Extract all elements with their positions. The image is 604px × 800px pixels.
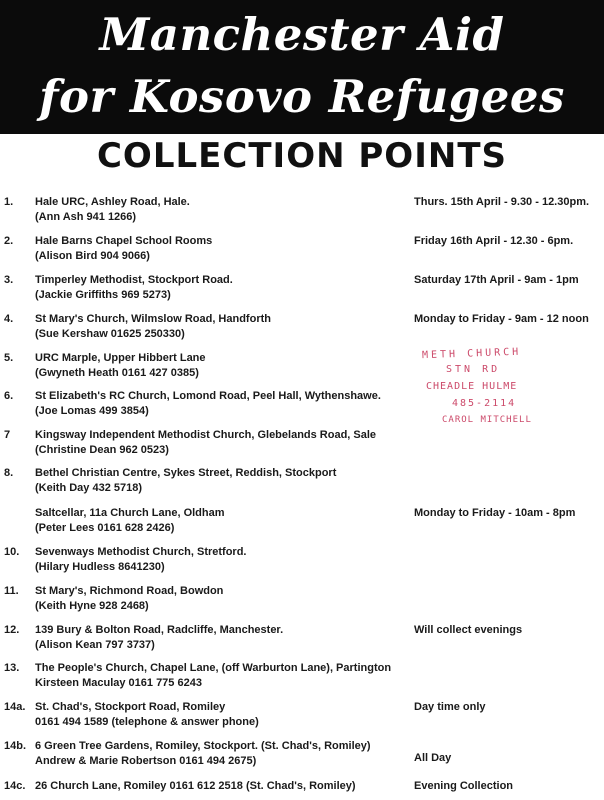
entry-number: 14a. <box>4 701 26 713</box>
collection-point-entry <box>0 624 604 660</box>
entry-hours: Thurs. 15th April - 9.30 - 12.30pm. <box>414 196 590 208</box>
entry-contact: (Peter Lees 0161 628 2426) <box>35 522 175 534</box>
collection-point-entry <box>0 780 604 798</box>
entry-contact: (Keith Day 432 5718) <box>35 482 142 494</box>
entry-location: St Mary's Church, Wilmslow Road, Handforth <box>35 313 271 325</box>
entry-contact: (Sue Kershaw 01625 250330) <box>35 328 185 340</box>
handwritten-line: STN RD <box>446 364 501 375</box>
entry-location: Sevenways Methodist Church, Stretford. <box>35 546 247 558</box>
collection-point-entry <box>0 740 604 776</box>
entry-hours: Evening Collection <box>414 780 514 792</box>
entry-number: 8. <box>4 467 14 479</box>
entry-contact: Andrew & Marie Robertson 0161 494 2675) <box>35 755 257 767</box>
collection-point-entry <box>0 507 604 543</box>
entry-contact: (Hilary Hudless 8641230) <box>35 561 165 573</box>
entry-contact: (Gwyneth Heath 0161 427 0385) <box>35 367 199 379</box>
entry-contact: (Alison Kean 797 3737) <box>35 639 155 651</box>
entry-number: 13. <box>4 662 20 674</box>
entry-number: 3. <box>4 274 14 286</box>
entry-contact: (Jackie Griffiths 969 5273) <box>35 289 171 301</box>
title-line-2: for Kosovo Refugees <box>39 70 565 123</box>
handwritten-line: METH CHURCH <box>421 346 522 362</box>
entry-location: St. Chad's, Stockport Road, Romiley <box>35 701 226 713</box>
entry-location: Timperley Methodist, Stockport Road. <box>35 274 233 286</box>
entry-contact: Kirsteen Maculay 0161 775 6243 <box>35 677 202 689</box>
entry-location: St Elizabeth's RC Church, Lomond Road, Peel Hall, Wythenshawe. <box>35 390 381 402</box>
entry-location: Kingsway Independent Methodist Church, Glebelands Road, Sale <box>35 429 377 441</box>
entry-location: Saltcellar, 11a Church Lane, Oldham <box>35 507 225 519</box>
entry-number: 2. <box>4 235 14 247</box>
entry-number: 7 <box>4 429 11 441</box>
entry-hours: Saturday 17th April - 9am - 1pm <box>414 274 579 286</box>
entry-number: 14b. <box>4 740 27 752</box>
entry-contact: 0161 494 1589 (telephone & answer phone) <box>35 716 259 728</box>
entry-location: URC Marple, Upper Hibbert Lane <box>35 352 206 364</box>
entry-location: Bethel Christian Centre, Sykes Street, Reddish, Stockport <box>35 467 337 479</box>
entry-number: 1. <box>4 196 14 208</box>
entry-location: 6 Green Tree Gardens, Romiley, Stockport. (St. Chad's, Romiley) <box>35 740 371 752</box>
entry-location: 26 Church Lane, Romiley 0161 612 2518 (St. Chad's, Romiley) <box>35 780 356 792</box>
collection-point-entry <box>0 585 604 621</box>
entry-number: 6. <box>4 390 14 402</box>
entry-hours: Friday 16th April - 12.30 - 6pm. <box>414 235 574 247</box>
entry-hours: Monday to Friday - 9am - 12 noon <box>414 313 589 325</box>
entry-hours: Monday to Friday - 10am - 8pm <box>414 507 576 519</box>
entry-number: 10. <box>4 546 20 558</box>
entry-contact: (Alison Bird 904 9066) <box>35 250 150 262</box>
collection-point-entry <box>0 701 604 737</box>
page-subtitle: COLLECTION POINTS <box>96 136 507 176</box>
handwritten-line: 485-2114 <box>452 398 517 409</box>
entry-hours: All Day <box>414 752 452 764</box>
handwritten-note <box>422 344 602 429</box>
title-line-1: Manchester Aid <box>99 8 505 61</box>
entry-location: 139 Bury & Bolton Road, Radcliffe, Manchester. <box>35 624 284 636</box>
entry-number: 14c. <box>4 780 26 792</box>
entry-number: 4. <box>4 313 14 325</box>
collection-point-entry <box>0 662 604 698</box>
handwritten-line: CAROL MITCHELL <box>442 415 532 425</box>
entry-contact: (Christine Dean 962 0523) <box>35 444 169 456</box>
entry-contact: (Joe Lomas 499 3854) <box>35 405 149 417</box>
entry-number: 12. <box>4 624 20 636</box>
entry-location: The People's Church, Chapel Lane, (off Warburton Lane), Partington <box>35 662 392 674</box>
entry-hours: Will collect evenings <box>414 624 523 636</box>
collection-point-entry <box>0 467 604 503</box>
collection-point-entry <box>0 429 604 465</box>
entry-location: Hale URC, Ashley Road, Hale. <box>35 196 190 208</box>
collection-point-entry <box>0 196 604 232</box>
collection-point-entry <box>0 274 604 310</box>
entry-contact: (Ann Ash 941 1266) <box>35 211 137 223</box>
entry-location: Hale Barns Chapel School Rooms <box>35 235 213 247</box>
handwritten-line: CHEADLE HULME <box>426 381 518 392</box>
collection-point-entry <box>0 546 604 582</box>
entry-hours: Day time only <box>414 701 486 713</box>
entry-location: St Mary's, Richmond Road, Bowdon <box>35 585 224 597</box>
entry-number: 5. <box>4 352 14 364</box>
title-banner <box>0 0 604 134</box>
entry-contact: (Keith Hyne 928 2468) <box>35 600 149 612</box>
collection-point-entry <box>0 235 604 271</box>
entry-number: 11. <box>4 585 19 597</box>
